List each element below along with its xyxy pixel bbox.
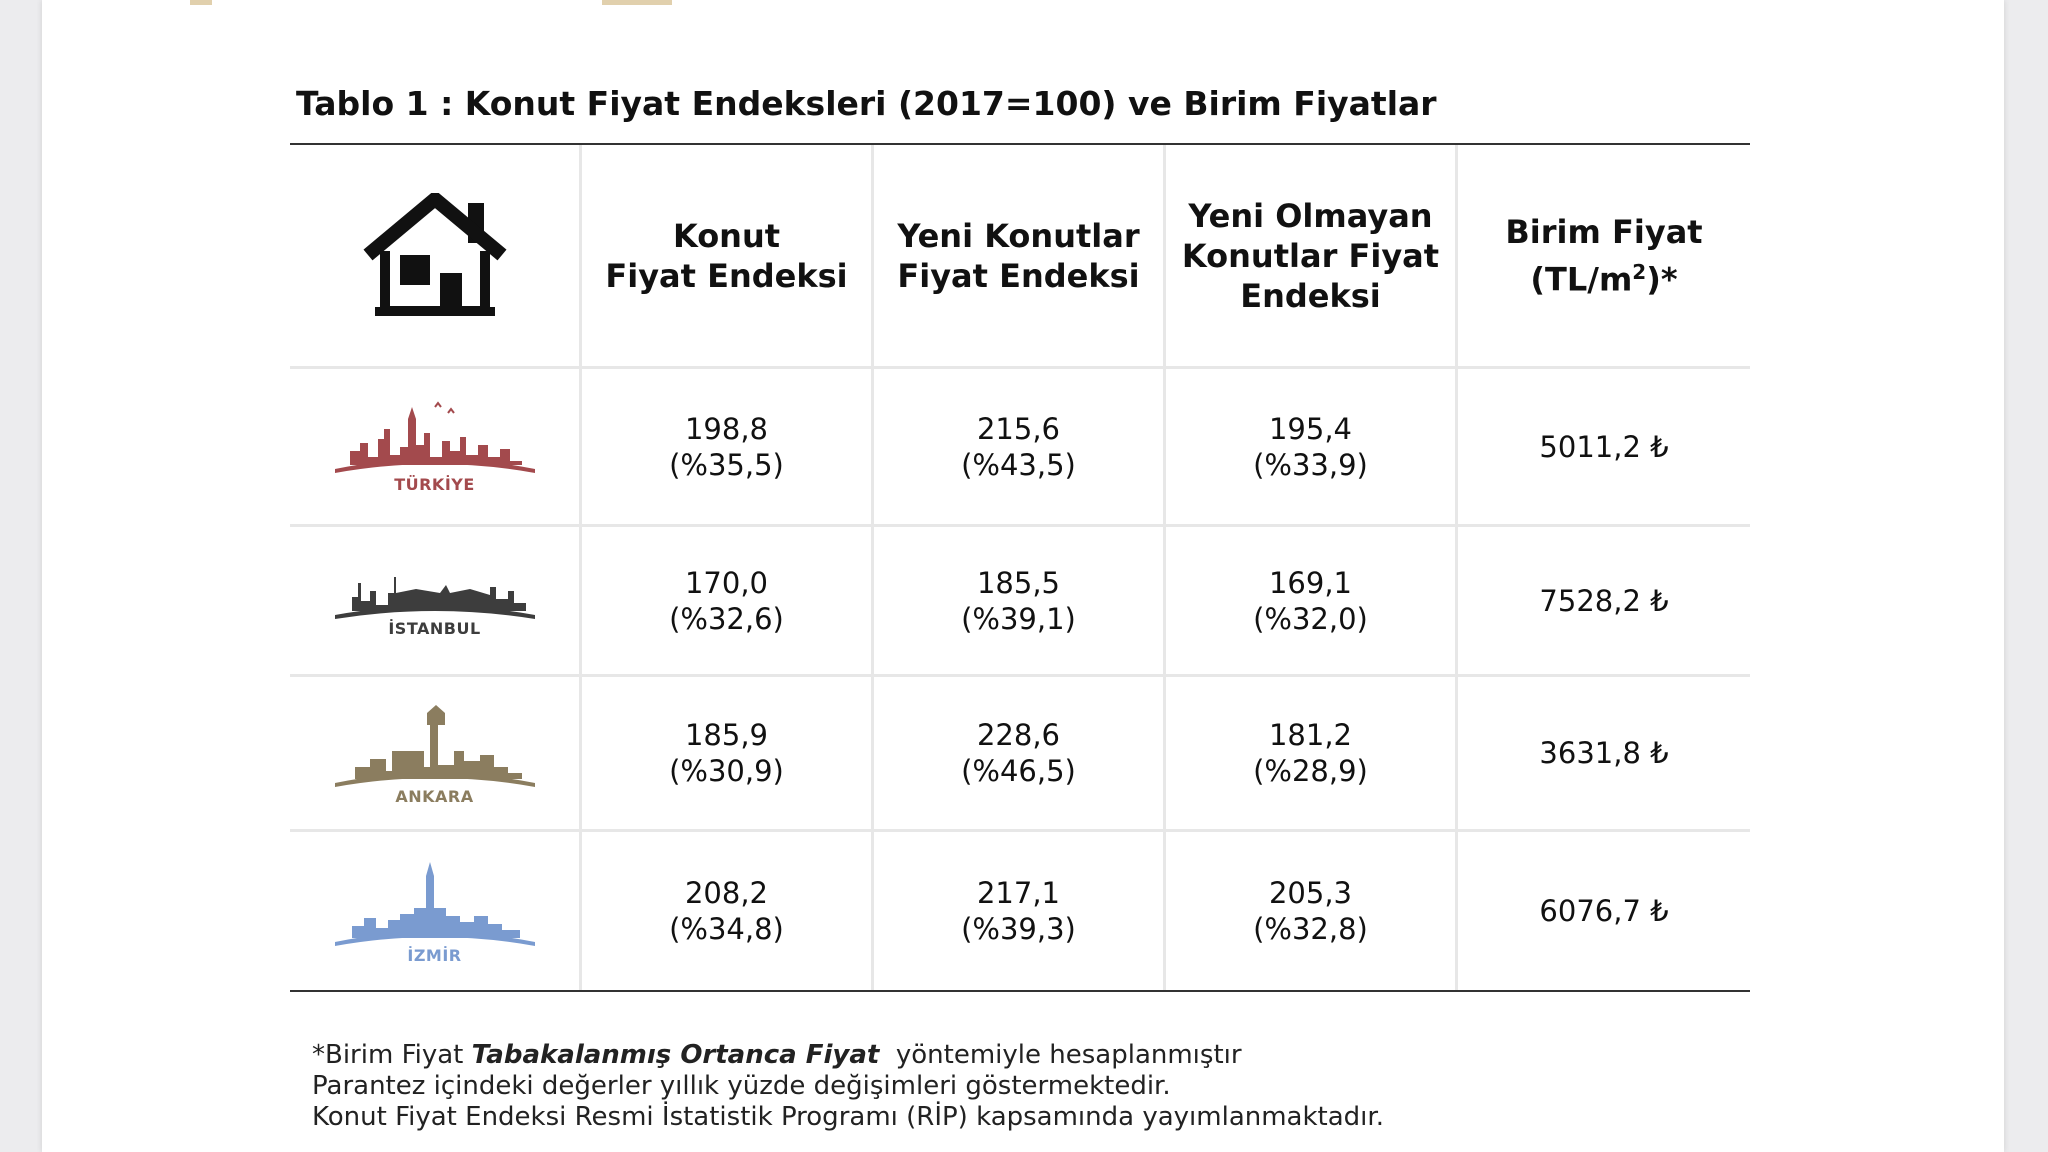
city-label: ANKARA: [395, 786, 474, 806]
top-crop-fragment: [190, 0, 212, 5]
izmir-skyline-icon: [330, 858, 540, 950]
footnote-1: *Birim Fiyat Tabakalanmış Ortanca Fiyat yöntemiyle hesaplanmıştır: [312, 1040, 1242, 1070]
existing-value-istanbul: 169,1 (%32,0): [1166, 527, 1458, 677]
new-value-izmir: 217,1 (%39,3): [874, 832, 1166, 990]
city-label: İSTANBUL: [388, 619, 481, 638]
city-label: TÜRKİYE: [394, 475, 475, 494]
city-skyline-istanbul: [290, 527, 582, 677]
unit-price-turkiye: 5011,2 ₺: [1458, 369, 1750, 527]
kfe-value-turkiye: 198,8 (%35,5): [582, 369, 874, 527]
kfe-value-istanbul: 170,0 (%32,6): [582, 527, 874, 677]
table-title: Tablo 1 : Konut Fiyat Endeksleri (2017=100) ve Birim Fiyatlar: [296, 84, 1437, 123]
table-bottom-rule: [290, 990, 1750, 992]
new-value-istanbul: 185,5 (%39,1): [874, 527, 1166, 677]
unit-price-ankara: 3631,8 ₺: [1458, 677, 1750, 832]
header-unit-price: Birim Fiyat $(TL/m^2)*$: [1458, 145, 1750, 369]
city-skyline-ankara: [290, 677, 582, 832]
unit-price-izmir: 6076,7 ₺: [1539, 894, 1669, 928]
existing-value-ankara: 181,2 (%28,9): [1166, 677, 1458, 832]
existing-value-izmir: 205,3 (%32,8): [1166, 832, 1458, 990]
turkiye-skyline-icon: [330, 399, 540, 479]
house-icon: [360, 193, 510, 318]
ankara-skyline-icon: [330, 701, 540, 791]
existing-value-turkiye: 195,4 (%33,9): [1166, 369, 1458, 527]
footnotes: [312, 1040, 1384, 1133]
header-kfe: Konut Fiyat Endeksi: [582, 145, 874, 369]
footnote-2: Parantez içindeki değerler yıllık yüzde değişimleri göstermektedir.: [312, 1071, 1171, 1101]
city-skyline-turkiye: [290, 369, 582, 527]
unit-price-istanbul: 7528,2 ₺: [1458, 527, 1750, 677]
header-new-housing: Yeni Konutlar Fiyat Endeksi: [874, 145, 1166, 369]
new-value-turkiye: 215,6 (%43,5): [874, 369, 1166, 527]
price-index-table: [290, 145, 1750, 990]
city-skyline-izmir: [290, 832, 582, 990]
istanbul-skyline-icon: [330, 563, 540, 623]
header-existing-housing: Yeni Olmayan Konutlar Fiyat Endeksi: [1166, 145, 1458, 369]
footnote-3: Konut Fiyat Endeksi Resmi İstatistik Programı (RİP) kapsamında yayımlanmaktadır.: [312, 1102, 1384, 1132]
house-icon-cell: [290, 145, 582, 369]
city-label: İZMİR: [407, 945, 462, 965]
kfe-value-ankara: 185,9 (%30,9): [582, 677, 874, 832]
kfe-value-izmir: 208,2 (%34,8): [582, 832, 874, 990]
new-value-ankara: 228,6 (%46,5): [874, 677, 1166, 832]
top-crop-fragment: [602, 0, 672, 5]
